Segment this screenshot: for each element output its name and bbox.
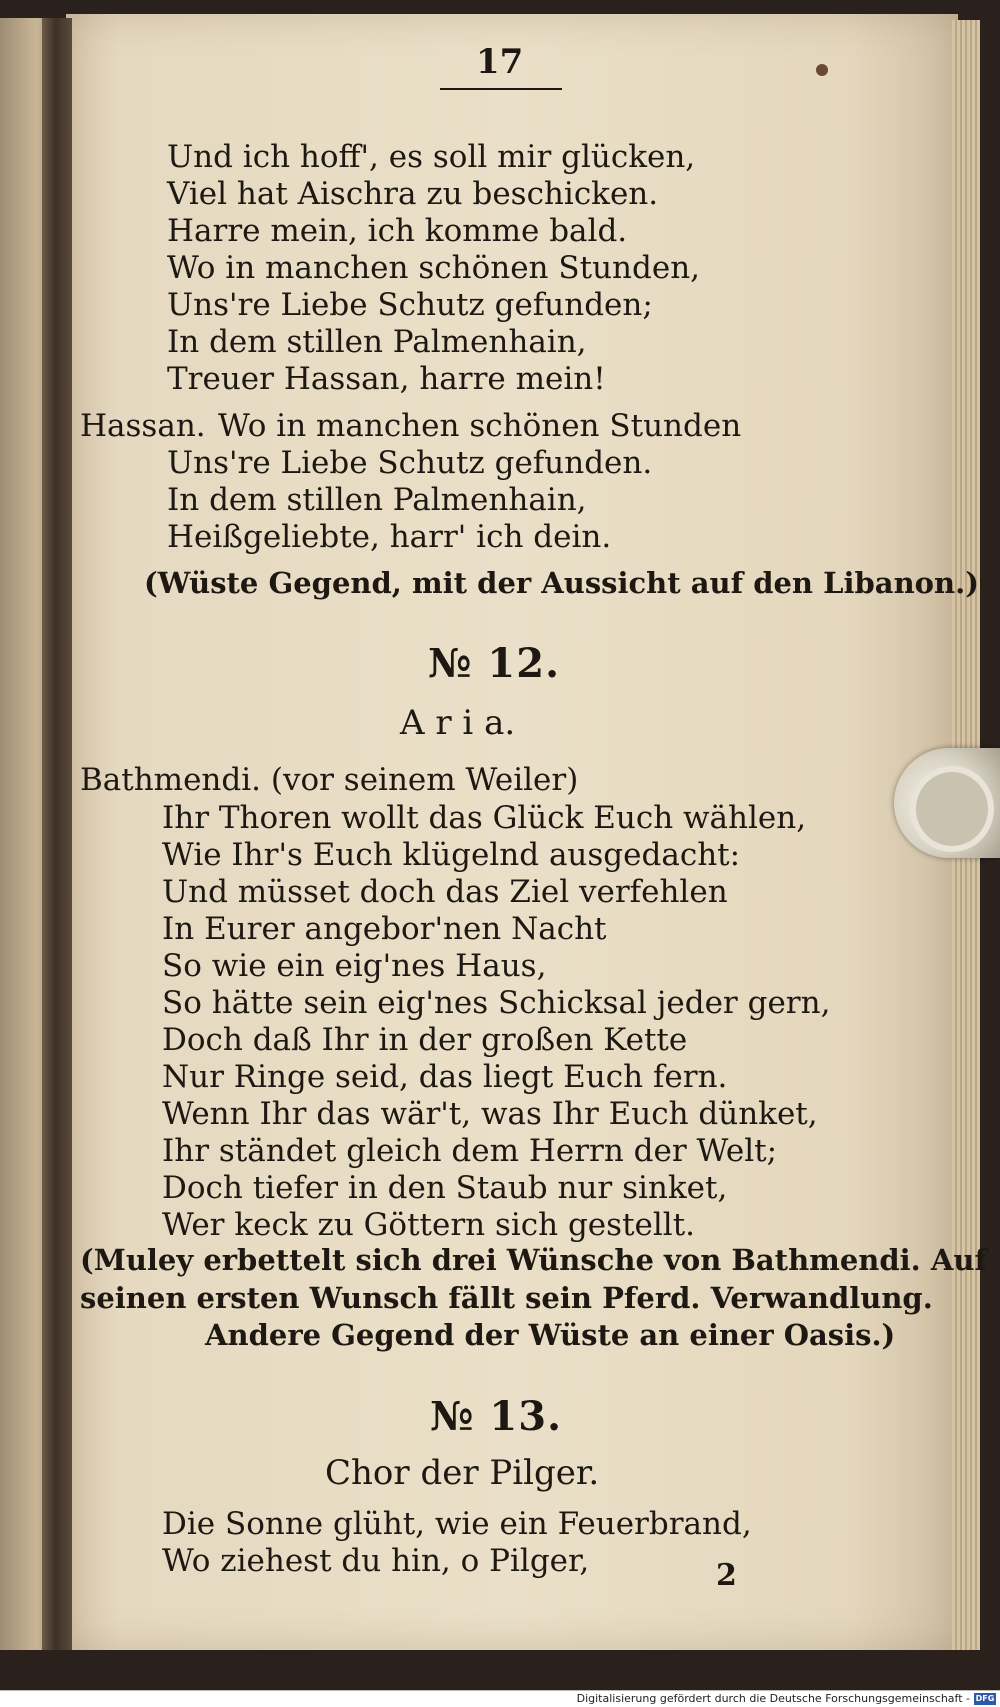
verse-line: Ihr Thoren wollt das Glück Euch wählen, (162, 800, 807, 836)
signature-mark: 2 (716, 1558, 737, 1593)
verse-line: Ihr ständet gleich dem Herrn der Welt; (162, 1133, 778, 1169)
verse-line: In dem stillen Palmenhain, (167, 324, 587, 360)
stage-direction: (Muley erbettelt sich drei Wünsche von Bathmendi. Auf (80, 1243, 987, 1277)
book-gutter (42, 18, 72, 1650)
verse-line: So wie ein eig'nes Haus, (162, 948, 547, 984)
stage-direction: (Wüste Gegend, mit der Aussicht auf den Libanon.) (144, 566, 979, 600)
stage-direction: Andere Gegend der Wüste an einer Oasis.) (205, 1318, 896, 1352)
number-heading: № 12. (428, 640, 560, 687)
piece-title: Chor der Pilger. (325, 1453, 600, 1493)
footer-credit: Digitalisierung gefördert durch die Deutsche Forschungsgemeinschaft - (576, 1692, 970, 1705)
dfg-logo: DFG (975, 1694, 995, 1703)
verse-line: Die Sonne glüht, wie ein Feuerbrand, (162, 1506, 752, 1542)
verse-line: Doch daß Ihr in der großen Kette (162, 1022, 688, 1058)
page-tab-ring (910, 766, 994, 852)
verse-line: Und müsset doch das Ziel verfehlen (162, 874, 728, 910)
verse-line: In dem stillen Palmenhain, (167, 482, 587, 518)
speaker-line: Bathmendi. (vor seinem Weiler) (80, 762, 579, 798)
piece-title: A r i a. (400, 703, 516, 743)
verse-line: Wo ziehest du hin, o Pilger, (162, 1543, 590, 1579)
header-rule (440, 88, 562, 90)
speaker-name: Hassan. (80, 408, 206, 444)
verse-line: So hätte sein eig'nes Schicksal jeder gern, (162, 985, 831, 1021)
verse-line: Treuer Hassan, harre mein! (167, 361, 606, 397)
verse-line: Uns're Liebe Schutz gefunden; (167, 287, 653, 323)
verse-line: Nur Ringe seid, das liegt Euch fern. (162, 1059, 728, 1095)
verse-line: Wo in manchen schönen Stunden, (167, 250, 701, 286)
verse-line: Wo in manchen schönen Stunden (218, 408, 742, 444)
footer-bar (0, 1690, 1000, 1707)
verse-line: Heißgeliebte, harr' ich dein. (167, 519, 612, 555)
page-number: 17 (476, 42, 524, 82)
verse-line: Uns're Liebe Schutz gefunden. (167, 445, 653, 481)
verse-line: Wer keck zu Göttern sich gestellt. (162, 1207, 696, 1243)
number-heading: № 13. (430, 1393, 562, 1440)
stage-direction: seinen ersten Wunsch fällt sein Pferd. Verwandlung. (80, 1281, 933, 1315)
verse-line: Und ich hoff', es soll mir glücken, (167, 139, 696, 175)
verse-line: Wenn Ihr das wär't, was Ihr Euch dünket, (162, 1096, 818, 1132)
verse-line: In Eurer angebor'nen Nacht (162, 911, 607, 947)
paper-stain (816, 64, 828, 76)
verse-line: Viel hat Aischra zu beschicken. (167, 176, 659, 212)
verse-line: Harre mein, ich komme bald. (167, 213, 628, 249)
verse-line: Wie Ihr's Euch klügelnd ausgedacht: (162, 837, 741, 873)
verse-line: Doch tiefer in den Staub nur sinket, (162, 1170, 728, 1206)
